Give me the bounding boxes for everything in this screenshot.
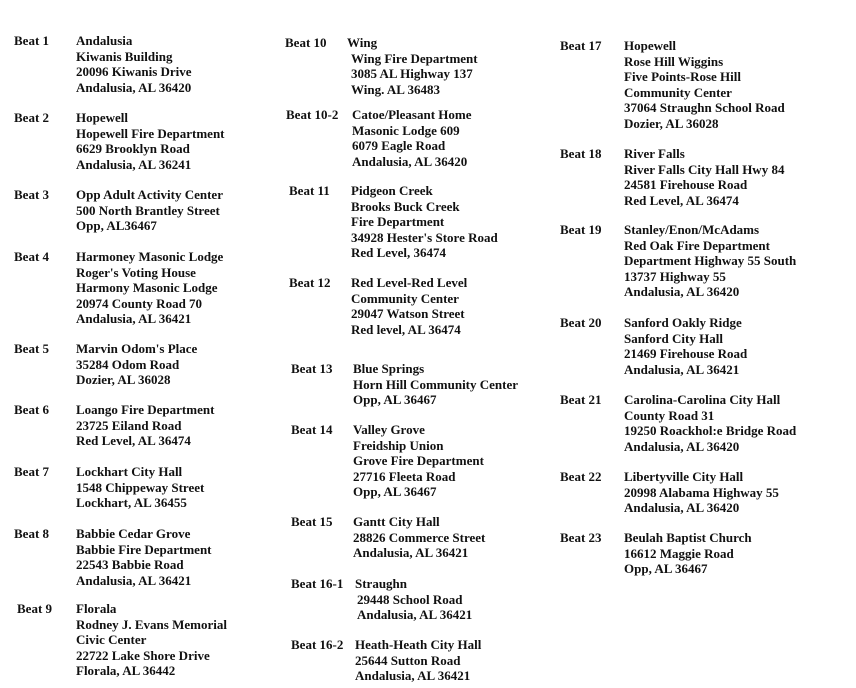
beat-entry [14, 33, 192, 95]
address-line: Straughn [355, 576, 408, 591]
beat-label: Beat 2 [14, 110, 50, 125]
beat-address [624, 392, 796, 454]
address-line: 28826 Commerce Street [353, 529, 486, 545]
address-line: 22722 Lake Shore Drive [76, 647, 210, 663]
address-line: Grove Fire Department [353, 453, 484, 468]
beat-address [76, 249, 223, 327]
beat-label: Beat 15 [291, 514, 333, 529]
address-line: Beulah Baptist Church [624, 530, 752, 545]
address-line: 500 North Brantley Street [76, 202, 220, 218]
beat-address [76, 341, 197, 388]
address-line: River Falls [624, 146, 685, 161]
address-line: Red Level, 36474 [351, 245, 446, 260]
address-line: 6079 Eagle Road [352, 138, 446, 153]
address-line: Red Level-Red Level [351, 275, 468, 290]
beat-entry [291, 514, 485, 561]
address-line: Pidgeon Creek [351, 183, 433, 198]
beat-label: Beat 19 [560, 222, 602, 237]
beat-label: Beat 5 [14, 341, 50, 356]
address-line: 20998 Alabama Highway 55 [624, 484, 779, 500]
address-line: Sanford City Hall [624, 330, 723, 346]
beat-label: Beat 22 [560, 469, 602, 484]
beat-entry [289, 183, 498, 261]
beat-address [353, 361, 518, 408]
address-line: Stanley/Enon/McAdams [624, 222, 760, 237]
beat-label: Beat 13 [291, 361, 333, 376]
beat-address [351, 275, 467, 337]
address-line: Red level, AL 36474 [351, 321, 461, 337]
address-line: 19250 Roackhol:e Bridge Road [624, 423, 797, 438]
address-line: Gantt City Hall [353, 514, 440, 529]
beat-address [351, 183, 498, 261]
address-line: Rodney J. Evans Memorial [76, 616, 227, 632]
beat-address [76, 33, 192, 95]
address-line: Florala [76, 601, 117, 616]
beat-address [624, 222, 796, 300]
address-line: Sanford Oakly Ridge [624, 315, 742, 330]
address-line: Andalusia, AL 36421 [624, 361, 740, 377]
beat-label: Beat 1 [14, 33, 50, 48]
address-line: 37064 Straughn School Road [624, 100, 785, 115]
beat-address [76, 601, 227, 679]
address-line: Babbie Cedar Grove [76, 526, 191, 541]
address-line: Babbie Fire Department [76, 541, 212, 557]
address-line: Red Level, AL 36474 [76, 433, 191, 448]
beat-label: Beat 16-2 [291, 637, 344, 652]
beat-label: Beat 23 [560, 530, 602, 545]
address-line: Civic Center [76, 632, 147, 647]
address-line: Opp, AL 36467 [353, 484, 437, 499]
address-line: Opp, AL 36467 [353, 392, 437, 407]
beat-entry [285, 35, 478, 97]
address-line: 20974 County Road 70 [76, 295, 203, 311]
beat-entry [286, 107, 472, 169]
address-line: Blue Springs [353, 361, 425, 376]
address-line: Opp, AL 36467 [624, 561, 708, 576]
beat-address [355, 576, 472, 623]
address-line: 29047 Watson Street [351, 306, 465, 321]
beat-label: Beat 20 [560, 315, 602, 330]
beat-label: Beat 10-2 [286, 107, 339, 122]
beat-label: Beat 11 [289, 183, 330, 198]
address-line: Horn Hill Community Center [353, 376, 519, 392]
address-line: Opp, AL36467 [76, 218, 157, 233]
beat-label: Beat 21 [560, 392, 602, 407]
address-line: River Falls City Hall Hwy 84 [624, 161, 785, 177]
address-line: Andalusia, AL 36420 [76, 79, 192, 95]
address-line: Opp Adult Activity Center [76, 187, 223, 202]
address-line: Catoe/Pleasant Home [352, 107, 472, 122]
beat-entry [560, 315, 747, 377]
address-line: Dozier, AL 36028 [624, 115, 719, 131]
address-line: Hopewell Fire Department [76, 125, 225, 141]
address-line: County Road 31 [624, 407, 715, 423]
address-line: 25644 Sutton Road [355, 652, 461, 668]
address-line: 21469 Firehouse Road [624, 346, 748, 361]
beat-entry [14, 526, 212, 588]
address-line: 27716 Fleeta Road [353, 468, 456, 484]
beat-label: Beat 18 [560, 146, 602, 161]
address-line: Harmoney Masonic Lodge [76, 249, 224, 264]
beat-entry [14, 187, 223, 234]
beat-entry [560, 392, 796, 454]
address-line: Heath-Heath City Hall [355, 637, 482, 652]
beat-label: Beat 12 [289, 275, 331, 290]
beat-address [624, 469, 779, 516]
beat-address [353, 422, 484, 500]
address-line: Hopewell [76, 110, 128, 125]
beat-entry [560, 146, 784, 208]
address-line: Andalusia, AL 36421 [355, 668, 471, 683]
address-line: Wing Fire Department [351, 50, 478, 66]
beat-entry [289, 275, 467, 337]
beat-label: Beat 7 [14, 464, 50, 479]
beat-entry [14, 402, 214, 449]
address-line: Freidship Union [353, 437, 444, 453]
beat-label: Beat 9 [17, 601, 53, 616]
address-line: Wing [347, 35, 378, 50]
address-line: Wing. AL 36483 [351, 81, 440, 97]
beat-address [624, 38, 785, 131]
beat-entry [560, 222, 796, 300]
address-line: Andalusia, AL 36420 [624, 284, 740, 299]
address-line: Harmony Masonic Lodge [76, 280, 218, 295]
address-line: 20096 Kiwanis Drive [76, 64, 192, 79]
address-line: Red Oak Fire Department [624, 237, 770, 253]
beat-entry [14, 249, 223, 327]
address-line: Lockhart, AL 36455 [76, 495, 187, 510]
address-line: 29448 School Road [357, 591, 463, 607]
address-line: 24581 Firehouse Road [624, 177, 748, 192]
address-line: Andalusia, AL 36421 [76, 311, 192, 326]
beat-entry [291, 576, 472, 623]
address-line: Andalusia [76, 33, 133, 48]
beat-label: Beat 17 [560, 38, 602, 53]
address-line: 13737 Highway 55 [624, 268, 726, 284]
address-line: Brooks Buck Creek [351, 198, 460, 214]
address-line: Rose Hill Wiggins [624, 53, 724, 69]
beat-label: Beat 6 [14, 402, 50, 417]
address-line: Lockhart City Hall [76, 464, 183, 479]
address-line: Andalusia, AL 36421 [76, 572, 192, 588]
address-line: Five Points-Rose Hill [624, 69, 741, 84]
address-line: Marvin Odom's Place [76, 341, 198, 356]
address-line: Andalusia, AL 36241 [76, 156, 192, 172]
address-line: Florala, AL 36442 [76, 663, 176, 678]
beat-entry [291, 361, 518, 408]
beat-address [624, 146, 784, 208]
beat-address [76, 187, 223, 234]
address-line: Loango Fire Department [76, 402, 215, 417]
address-line: Carolina-Carolina City Hall [624, 392, 781, 407]
address-line: Andalusia, AL 36421 [353, 545, 469, 560]
beat-address [76, 110, 225, 172]
address-line: Fire Department [351, 214, 445, 229]
address-line: Red Level, AL 36474 [624, 192, 739, 208]
address-line: Andalusia, AL 36420 [624, 500, 740, 515]
beat-label: Beat 8 [14, 526, 50, 541]
beat-address [355, 637, 481, 684]
beat-entry [14, 341, 197, 388]
address-line: 34928 Hester's Store Road [351, 229, 498, 245]
beat-label: Beat 4 [14, 249, 50, 264]
beat-address [624, 530, 752, 577]
address-line: 1548 Chippeway Street [76, 479, 205, 495]
beat-label: Beat 14 [291, 422, 333, 437]
address-line: 35284 Odom Road [76, 356, 180, 372]
address-line: Andalusia, AL 36420 [624, 438, 740, 454]
address-line: 22543 Babbie Road [76, 557, 184, 572]
beat-entry [14, 464, 204, 511]
address-line: 3085 AL Highway 137 [351, 66, 473, 81]
beat-label: Beat 10 [285, 35, 327, 50]
address-line: Dozier, AL 36028 [76, 372, 171, 387]
address-line: 16612 Maggie Road [624, 545, 734, 561]
address-line: Libertyville City Hall [624, 469, 744, 484]
address-line: Andalusia, AL 36420 [352, 153, 468, 169]
address-line: Community Center [624, 84, 732, 100]
beat-address [352, 107, 472, 169]
address-line: Kiwanis Building [76, 48, 173, 64]
address-line: 6629 Brooklyn Road [76, 141, 190, 156]
beat-address [353, 514, 485, 561]
address-line: Valley Grove [353, 422, 425, 437]
address-line: Roger's Voting House [76, 264, 196, 280]
address-line: Community Center [351, 290, 459, 306]
beat-address [76, 464, 204, 511]
beat-entry [560, 38, 785, 131]
beat-address [624, 315, 747, 377]
address-line: Hopewell [624, 38, 676, 53]
beat-entry [291, 422, 484, 500]
address-line: Andalusia, AL 36421 [357, 607, 473, 622]
address-line: 23725 Eiland Road [76, 417, 182, 433]
beat-entry [14, 110, 225, 172]
address-line: Masonic Lodge 609 [352, 122, 460, 138]
beat-entry [560, 469, 779, 516]
beat-address [76, 526, 212, 588]
beat-address [76, 402, 214, 449]
beat-address [347, 35, 478, 97]
address-line: Department Highway 55 South [624, 253, 797, 268]
beat-entry [291, 637, 481, 684]
beat-label: Beat 16-1 [291, 576, 344, 591]
beat-label: Beat 3 [14, 187, 50, 202]
beat-entry [560, 530, 752, 577]
beat-entry [17, 601, 227, 679]
